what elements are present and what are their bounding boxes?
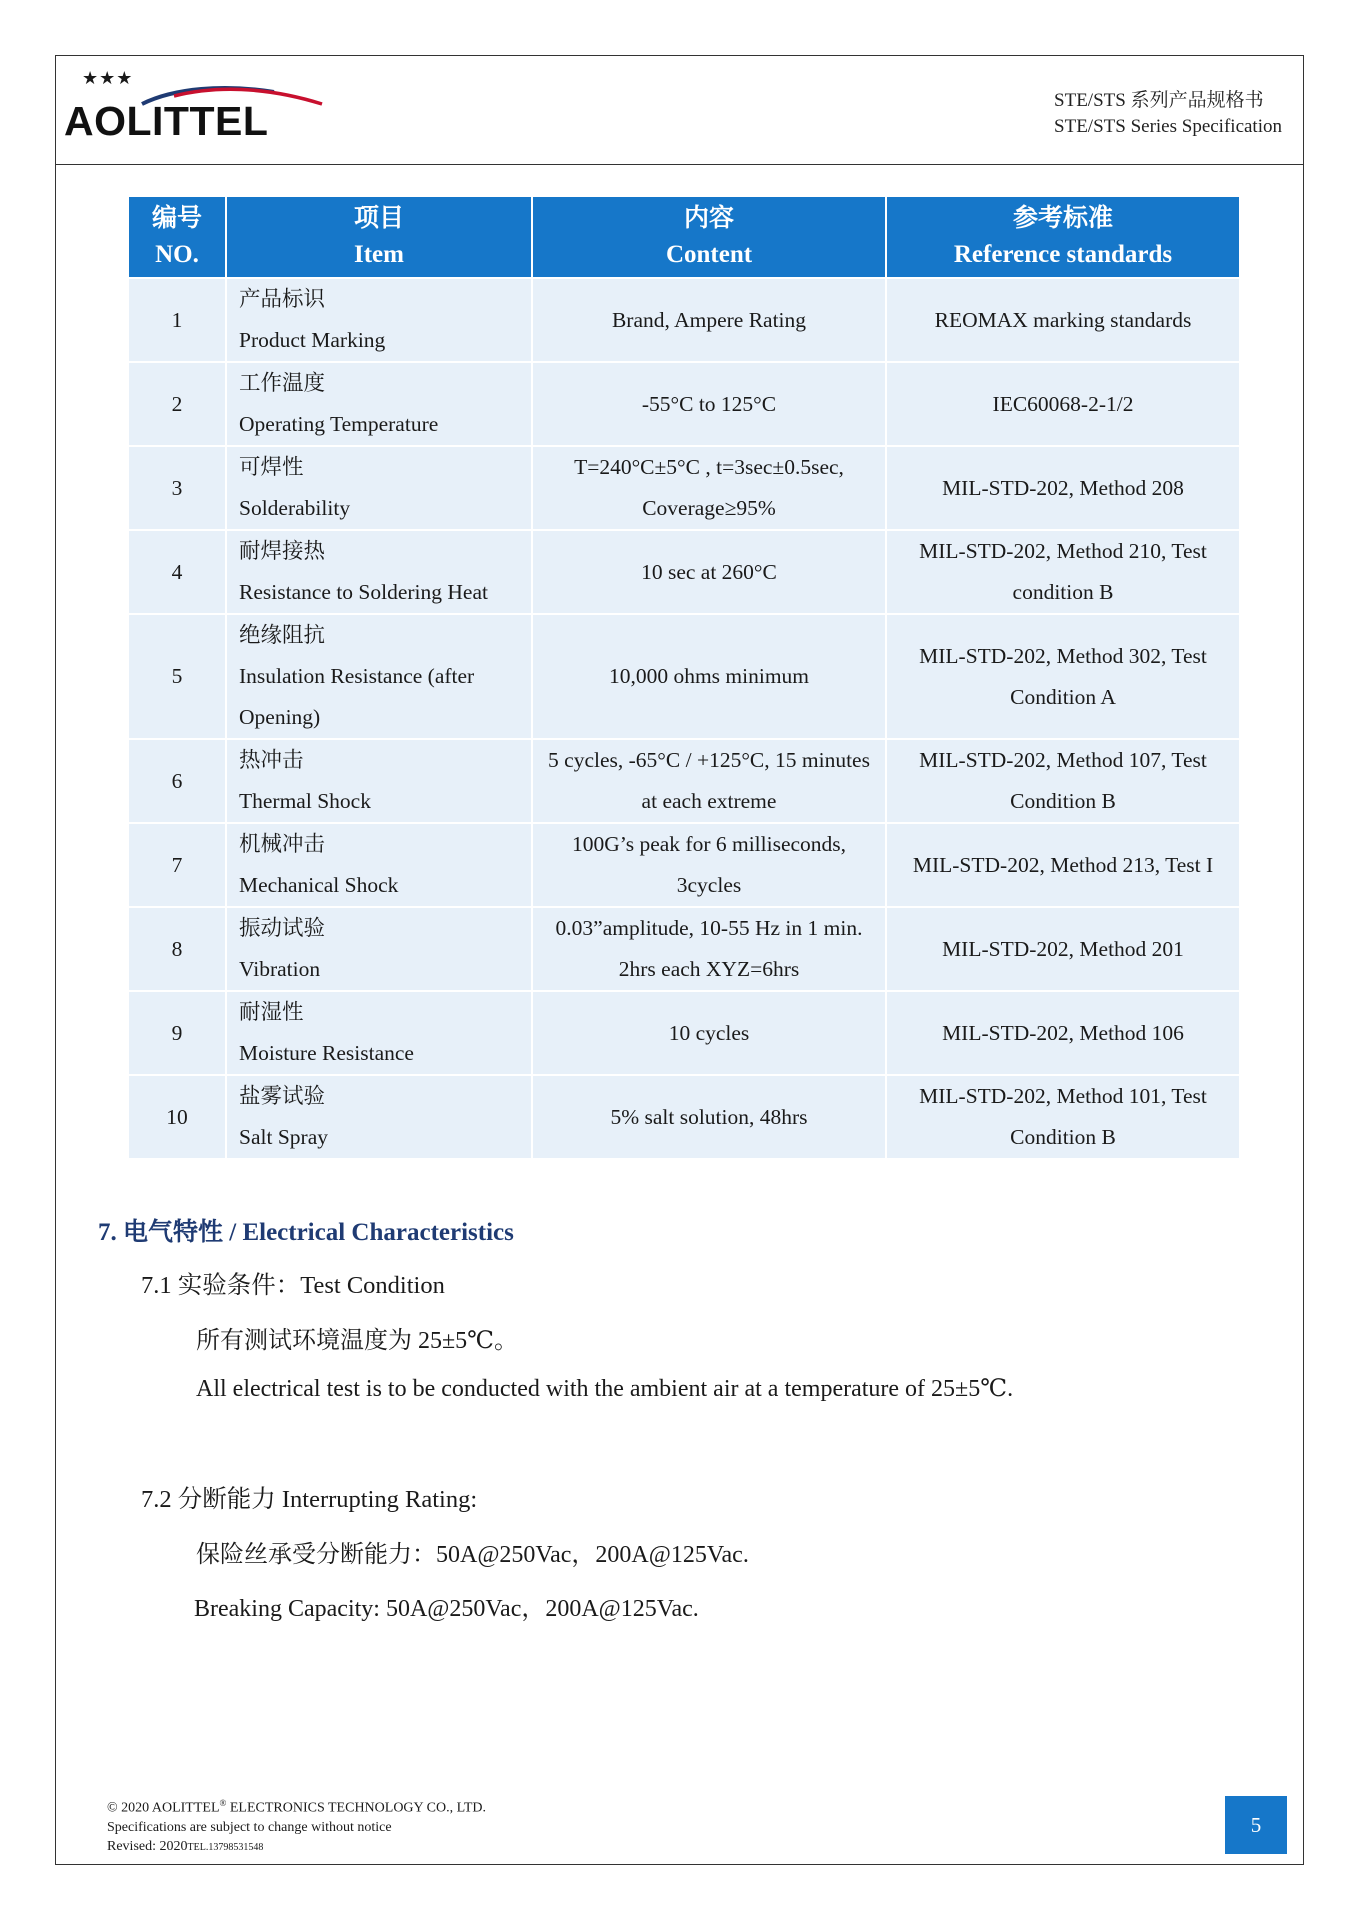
table-row (129, 531, 1239, 613)
footer-copyright: © 2020 AOLITTEL® ELECTRONICS TECHNOLOGY CO., LTD. (107, 1798, 487, 1816)
subsection-interrupting-rating: 7.2 分断能力 Interrupting Rating: (141, 1486, 478, 1513)
header-divider (55, 164, 1304, 165)
cell-item: 盐雾试验 Salt Spray (227, 1076, 531, 1158)
cell-reference: MIL-STD-202, Method 213, Test I (887, 824, 1239, 906)
section-title-electrical: 7. 电气特性 / Electrical Characteristics (98, 1219, 514, 1246)
cell-item: 产品标识 Product Marking (227, 279, 531, 361)
document-title-cn: STE/STS 系列产品规格书 (1054, 90, 1264, 111)
cell-item: 绝缘阻抗 Insulation Resistance (after Opening) (227, 615, 531, 738)
cell-reference: MIL-STD-202, Method 101, Test Condition B (887, 1076, 1239, 1158)
footer-notice: Specifications are subject to change without notice (107, 1819, 392, 1835)
cell-content: Brand, Ampere Rating (533, 279, 885, 361)
cell-item: 工作温度 Operating Temperature (227, 363, 531, 445)
cell-item: 振动试验 Vibration (227, 908, 531, 990)
cell-item: 耐湿性 Moisture Resistance (227, 992, 531, 1074)
cell-reference: MIL-STD-202, Method 107, Test Condition B (887, 740, 1239, 822)
cell-item: 热冲击 Thermal Shock (227, 740, 531, 822)
interrupting-rating-en: Breaking Capacity: 50A@250Vac，200A@125Vac. (194, 1596, 699, 1622)
cell-content: 0.03”amplitude, 10-55 Hz in 1 min. 2hrs each XYZ=6hrs (533, 908, 885, 990)
interrupting-rating-cn: 保险丝承受分断能力：50A@250Vac，200A@125Vac. (196, 1542, 749, 1568)
cell-no: 4 (129, 531, 225, 613)
cell-no: 5 (129, 615, 225, 738)
cell-no: 2 (129, 363, 225, 445)
cell-content: 10,000 ohms minimum (533, 615, 885, 738)
cell-reference: IEC60068-2-1/2 (887, 363, 1239, 445)
environmental-spec-table (127, 195, 1241, 1160)
document-title (1054, 88, 1282, 140)
col-header-no: 编号 NO. (129, 197, 225, 277)
cell-content: 10 sec at 260°C (533, 531, 885, 613)
table-row (129, 740, 1239, 822)
cell-no: 7 (129, 824, 225, 906)
cell-reference: MIL-STD-202, Method 302, Test Condition A (887, 615, 1239, 738)
cell-content: 5% salt solution, 48hrs (533, 1076, 885, 1158)
table-row (129, 279, 1239, 361)
logo-stars-icon: ★★★ (82, 68, 134, 89)
cell-content: 100G’s peak for 6 milliseconds, 3cycles (533, 824, 885, 906)
table-row (129, 615, 1239, 738)
table-row (129, 447, 1239, 529)
cell-no: 10 (129, 1076, 225, 1158)
logo-text: AOLITTEL (64, 98, 269, 144)
cell-no: 1 (129, 279, 225, 361)
company-logo (64, 68, 269, 148)
test-condition-en: All electrical test is to be conducted with the ambient air at a temperature of 25±5℃. (196, 1376, 1014, 1402)
cell-reference: REOMAX marking standards (887, 279, 1239, 361)
col-header-item: 项目 Item (227, 197, 531, 277)
cell-no: 3 (129, 447, 225, 529)
test-condition-cn: 所有测试环境温度为 25±5℃。 (196, 1328, 519, 1354)
cell-content: 10 cycles (533, 992, 885, 1074)
table-row (129, 824, 1239, 906)
table-row (129, 908, 1239, 990)
cell-reference: MIL-STD-202, Method 106 (887, 992, 1239, 1074)
col-header-reference: 参考标准 Reference standards (887, 197, 1239, 277)
cell-content: T=240°C±5°C , t=3sec±0.5sec, Coverage≥95% (533, 447, 885, 529)
cell-reference: MIL-STD-202, Method 210, Test condition B (887, 531, 1239, 613)
footer (107, 1794, 486, 1857)
cell-no: 8 (129, 908, 225, 990)
cell-item: 可焊性 Solderability (227, 447, 531, 529)
cell-reference: MIL-STD-202, Method 201 (887, 908, 1239, 990)
cell-item: 机械冲击 Mechanical Shock (227, 824, 531, 906)
col-header-content: 内容 Content (533, 197, 885, 277)
page-number: 5 (1225, 1796, 1287, 1854)
table-row (129, 363, 1239, 445)
table-row (129, 1076, 1239, 1158)
table-row (129, 992, 1239, 1074)
document-title-en: STE/STS Series Specification (1054, 116, 1282, 137)
cell-item: 耐焊接热 Resistance to Soldering Heat (227, 531, 531, 613)
footer-revised: Revised: 2020TEL.13798531548 (107, 1838, 264, 1854)
subsection-test-condition: 7.1 实验条件：Test Condition (141, 1272, 445, 1299)
cell-no: 6 (129, 740, 225, 822)
cell-reference: MIL-STD-202, Method 208 (887, 447, 1239, 529)
cell-content: -55°C to 125°C (533, 363, 885, 445)
cell-no: 9 (129, 992, 225, 1074)
cell-content: 5 cycles, -65°C / +125°C, 15 minutes at each extreme (533, 740, 885, 822)
table-header-row (129, 197, 1239, 277)
